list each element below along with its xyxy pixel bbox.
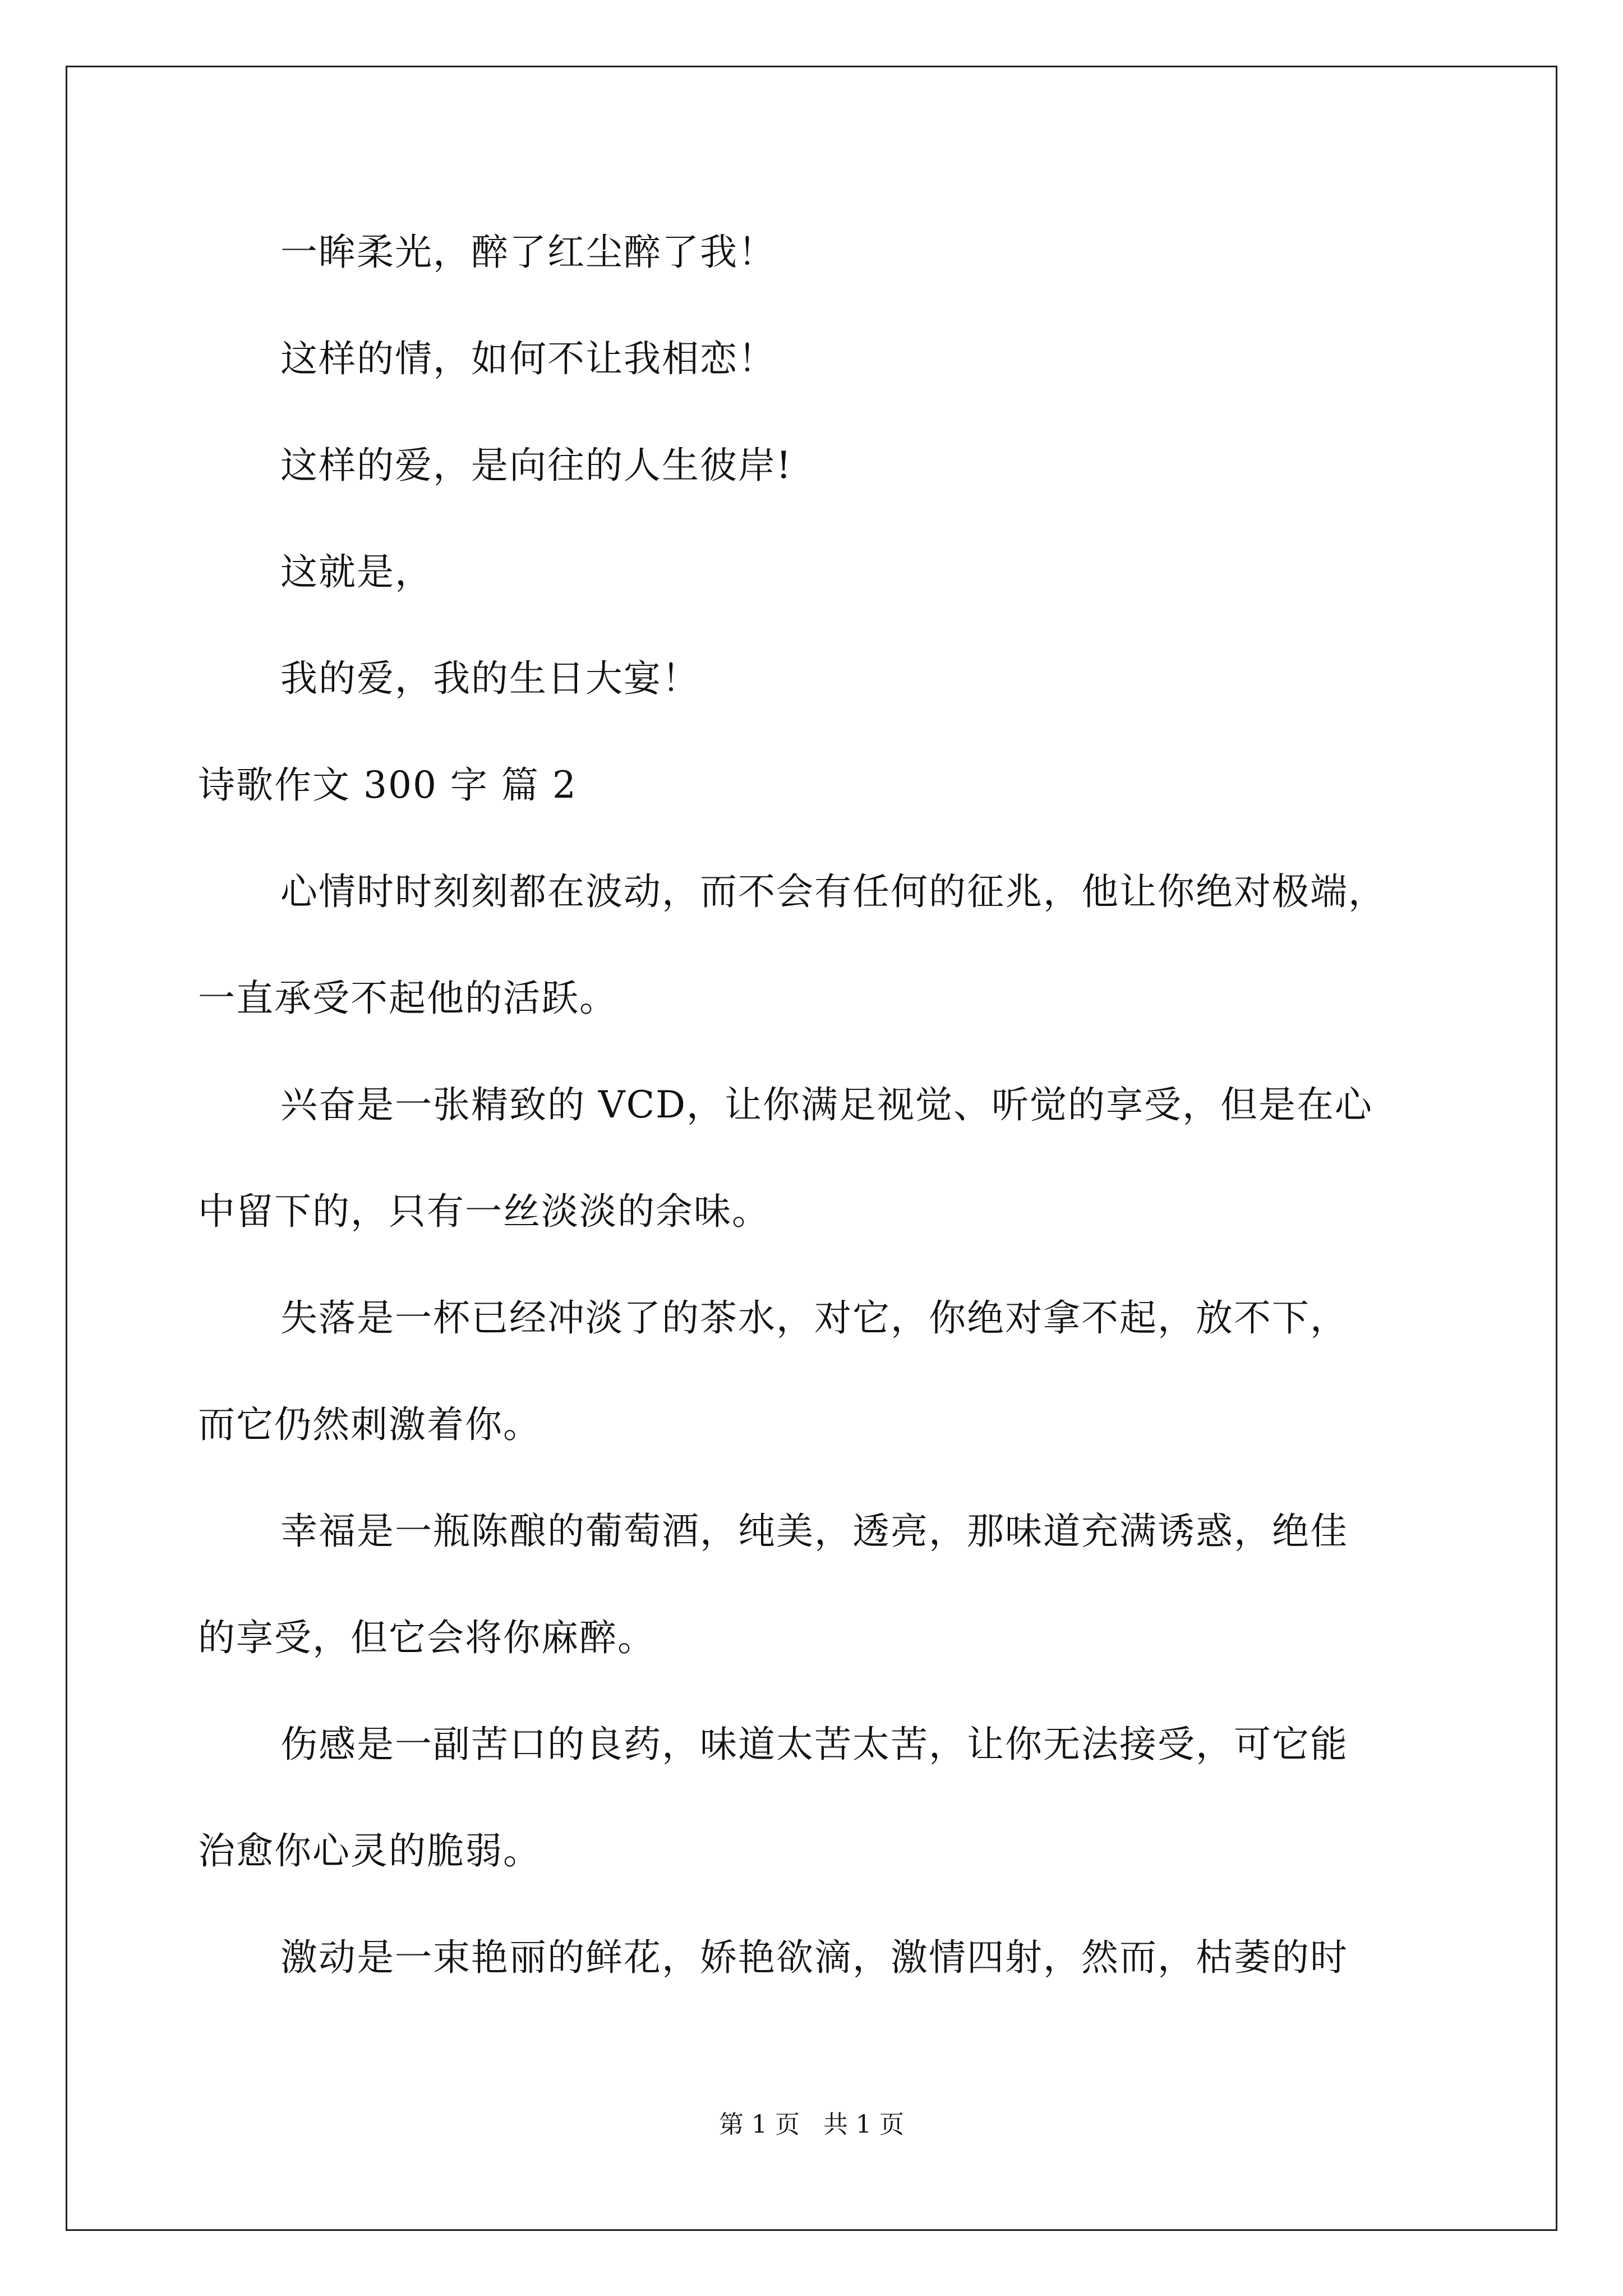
paragraph-line: 治愈你心灵的脆弱。 — [198, 1829, 541, 1872]
paragraph-line: 幸福是一瓶陈酿的葡萄酒，纯美，透亮，那味道充满诱惑，绝佳 — [280, 1510, 1348, 1553]
paragraph-line: 兴奋是一张精致的 VCD，让你满足视觉、听觉的享受，但是在心 — [280, 1083, 1373, 1126]
paragraph-line: 激动是一束艳丽的鲜花，娇艳欲滴，激情四射，然而，枯萎的时 — [280, 1936, 1348, 1979]
section-heading: 诗歌作文 300 字 篇 2 — [198, 763, 577, 807]
poem-line: 这样的爱，是向往的人生彼岸! — [280, 444, 792, 487]
page-number-footer: 第 1 页 共 1 页 — [719, 2110, 904, 2139]
poem-line: 一眸柔光，醉了红尘醉了我！ — [280, 231, 776, 274]
paragraph-line: 失落是一杯已经冲淡了的茶水，对它，你绝对拿不起，放不下， — [280, 1296, 1348, 1340]
paragraph-line: 中留下的，只有一丝淡淡的余味。 — [198, 1190, 770, 1233]
poem-line: 这就是， — [280, 550, 433, 593]
poem-line: 这样的情，如何不让我相恋！ — [280, 337, 776, 380]
paragraph-line: 的享受，但它会将你麻醉。 — [198, 1616, 656, 1659]
poem-line: 我的爱，我的生日大宴！ — [280, 657, 700, 700]
page-border — [66, 66, 1557, 2231]
paragraph-line: 伤感是一副苦口的良药，味道太苦太苦，让你无法接受，可它能 — [280, 1723, 1348, 1766]
paragraph-line: 心情时时刻刻都在波动，而不会有任何的征兆，他让你绝对极端， — [280, 870, 1386, 913]
paragraph-line: 一直承受不起他的活跃。 — [198, 977, 617, 1020]
paragraph-line: 而它仍然刺激着你。 — [198, 1403, 541, 1446]
